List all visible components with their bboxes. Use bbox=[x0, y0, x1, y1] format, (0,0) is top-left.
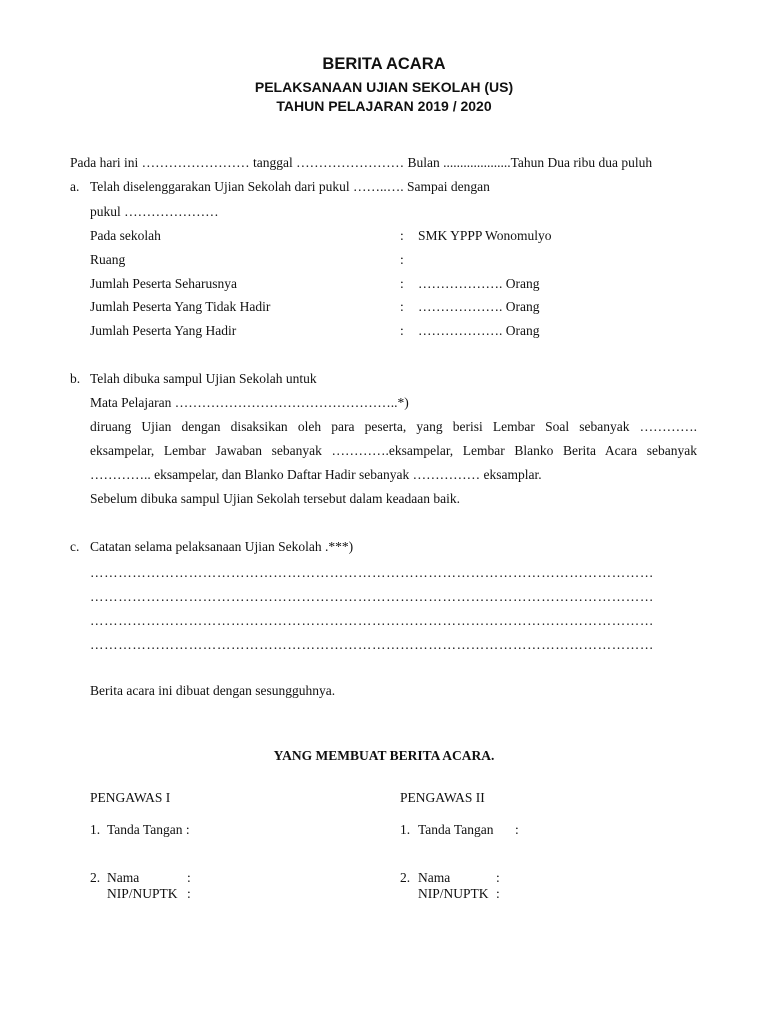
row-colon: : bbox=[400, 299, 404, 314]
pengawas-2-role: PENGAWAS II bbox=[400, 790, 485, 805]
signature-heading: YANG MEMBUAT BERITA ACARA. bbox=[273, 748, 495, 763]
notes-dotted-line: ………………………………………………………………………………………………………… bbox=[90, 613, 654, 628]
row-value-sekolah: SMK YPPP Wonomulyo bbox=[418, 228, 552, 243]
row-colon: : bbox=[400, 323, 404, 338]
row-label-ruang: Ruang bbox=[90, 252, 126, 267]
row-label-hadir: Jumlah Peserta Yang Hadir bbox=[90, 323, 237, 338]
section-c-line1: Catatan selama pelaksanaan Ujian Sekolah .***) bbox=[90, 539, 354, 554]
pengawas-1-name-colon: : bbox=[187, 870, 191, 885]
row-label-tidak-hadir: Jumlah Peserta Yang Tidak Hadir bbox=[90, 299, 271, 314]
pengawas-1-nip-colon: : bbox=[187, 886, 191, 901]
row-value-hadir: ………………. Orang bbox=[418, 323, 540, 338]
section-a-line1: Telah diselenggarakan Ujian Sekolah dari pukul ……..…. Sampai dengan bbox=[90, 179, 490, 194]
pengawas-1-nip-label: NIP/NUPTK bbox=[107, 886, 178, 901]
row-colon: : bbox=[400, 252, 404, 267]
section-a-marker: a. bbox=[70, 179, 80, 194]
row-label-sekolah: Pada sekolah bbox=[90, 228, 161, 243]
section-b-line3: diruang Ujian dengan disaksikan oleh para peserta, yang berisi Lembar Soal sebanyak …………. bbox=[90, 419, 697, 434]
document-subtitle: PELAKSANAAN UJIAN SEKOLAH (US) bbox=[254, 79, 514, 95]
notes-dotted-line: ………………………………………………………………………………………………………… bbox=[90, 637, 654, 652]
section-b-line1: Telah dibuka sampul Ujian Sekolah untuk bbox=[90, 371, 317, 386]
pengawas-1-signature-label: Tanda Tangan : bbox=[107, 822, 190, 837]
row-value-seharusnya: ………………. Orang bbox=[418, 276, 540, 291]
pengawas-2-signature-colon: : bbox=[515, 822, 519, 837]
section-c-marker: c. bbox=[70, 539, 80, 554]
row-colon: : bbox=[400, 276, 404, 291]
closing-statement: Berita acara ini dibuat dengan sesungguhnya. bbox=[90, 683, 336, 698]
pengawas-2-name-label: Nama bbox=[418, 870, 451, 885]
pengawas-1-num2: 2. bbox=[90, 870, 101, 885]
section-a-line2: pukul ………………… bbox=[90, 204, 219, 219]
pengawas-1-num1: 1. bbox=[90, 822, 101, 837]
pengawas-1-name-label: Nama bbox=[107, 870, 140, 885]
row-value-tidak-hadir: ………………. Orang bbox=[418, 299, 540, 314]
intro-line: Pada hari ini …………………… tanggal …………………… Bulan ....................Tahun Dua ribu dua puluh bbox=[70, 155, 653, 170]
document-title: BERITA ACARA bbox=[322, 55, 446, 73]
section-b-line2: Mata Pelajaran …………………………………………..*) bbox=[90, 395, 409, 410]
section-b-line5: ………….. eksampelar, dan Blanko Daftar Hadir sebanyak …………… eksamplar. bbox=[90, 467, 542, 482]
pengawas-2-nip-label: NIP/NUPTK bbox=[418, 886, 489, 901]
row-colon: : bbox=[400, 228, 404, 243]
notes-dotted-line: ………………………………………………………………………………………………………… bbox=[90, 565, 654, 580]
row-label-seharusnya: Jumlah Peserta Seharusnya bbox=[90, 276, 237, 291]
section-b-line6: Sebelum dibuka sampul Ujian Sekolah tersebut dalam keadaan baik. bbox=[90, 491, 461, 506]
pengawas-2-signature-label: Tanda Tangan bbox=[418, 822, 494, 837]
pengawas-2-name-colon: : bbox=[496, 870, 500, 885]
notes-dotted-line: ………………………………………………………………………………………………………… bbox=[90, 589, 654, 604]
pengawas-2-num1: 1. bbox=[400, 822, 411, 837]
pengawas-2-num2: 2. bbox=[400, 870, 411, 885]
section-b-line4: eksampelar, Lembar Jawaban sebanyak ………….eksampelar, Lembar Blanko Berita Acara sebanyak bbox=[90, 443, 697, 458]
document-year: TAHUN PELAJARAN 2019 / 2020 bbox=[276, 98, 492, 114]
section-b-marker: b. bbox=[70, 371, 81, 386]
pengawas-2-nip-colon: : bbox=[496, 886, 500, 901]
pengawas-1-role: PENGAWAS I bbox=[90, 790, 171, 805]
